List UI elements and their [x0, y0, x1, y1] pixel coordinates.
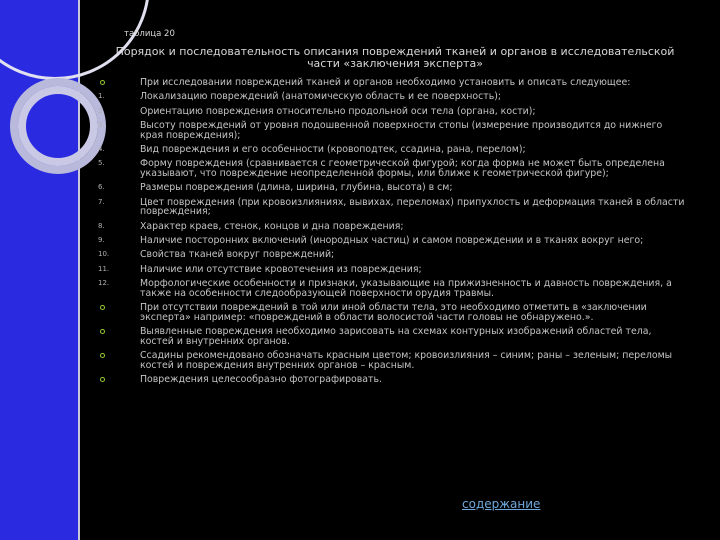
list-item-number: 9.: [98, 236, 105, 245]
list-item-number: 3.: [98, 120, 105, 129]
list-item-text: Высоту повреждений от уровня подошвенной поверхности стопы (измерение производится до нижнего края повреждения);: [140, 119, 663, 141]
list-item: [98, 145, 688, 155]
content-list: [98, 78, 688, 390]
bullet-circle-icon: [100, 80, 105, 85]
list-item: [98, 92, 688, 102]
list-item: [98, 107, 688, 117]
list-item: [98, 375, 688, 385]
list-item-text: При исследовании повреждений тканей и органов необходимо установить и описать следующее:: [140, 77, 631, 88]
list-item-text: Свойства тканей вокруг повреждений;: [140, 249, 335, 261]
list-item-number: 1.: [98, 92, 105, 101]
list-item-number: 2.: [98, 106, 105, 115]
list-item-text: Цвет повреждения (при кровоизлияниях, вывихах, переломах) припухлость и деформация тканей в области повреждения;: [140, 196, 685, 218]
list-item-text: Форму повреждения (сравнивается с геометрической фигурой; когда форма не может быть определена указывают, что повреждение неопределенной формы, или ближе к геометрической фигуре);: [140, 158, 665, 180]
list-item: [98, 222, 688, 232]
slide-title: [100, 46, 690, 70]
list-item: [98, 159, 688, 179]
list-item: [98, 265, 688, 275]
list-item-text: При отсутствии повреждений в той или иной области тела, это необходимо отметить в «заключении эксперта» например: «повреждений в области волосистой части головы не обнаружено.».: [140, 302, 647, 323]
table-label: таблица 20: [124, 29, 175, 39]
title-line-1: Порядок и последовательность описания повреждений тканей и органов в исследовательской: [115, 45, 675, 58]
list-item: [98, 236, 688, 246]
bullet-circle-icon: [100, 305, 105, 310]
list-item-text: Ориентацию повреждения относительно продольной оси тела (органа, кости);: [140, 105, 536, 117]
list-item: [98, 198, 688, 218]
list-item-number: 8.: [98, 221, 105, 230]
list-item-text: Локализацию повреждений (анатомическую область и ее поверхность);: [140, 91, 502, 103]
list-item-text: Выявленные повреждения необходимо зарисовать на схемах контурных изображений областей тела, костей и внутренних органов.: [140, 326, 652, 347]
list-item-number: 10.: [98, 250, 110, 259]
list-item-text: Наличие посторонних включений (инородных частиц) и самом повреждении и в тканях вокруг него;: [140, 235, 644, 247]
list-item: [98, 327, 688, 347]
list-item-number: 11.: [98, 264, 110, 273]
bullet-circle-icon: [100, 329, 105, 334]
list-item-text: Морфологические особенности и признаки, указывающие на прижизненность и давность повреждения, а также на особенности следообразующей поверхности орудия травмы.: [140, 277, 672, 299]
list-item-number: 7.: [98, 197, 105, 206]
list-item-text: Вид повреждения и его особенности (кровоподтек, ссадина, рана, перелом);: [140, 143, 526, 155]
list-item-text: Наличие или отсутствие кровотечения из повреждения;: [140, 263, 422, 275]
list-item: [98, 279, 688, 299]
list-item: [98, 121, 688, 141]
list-item: [98, 351, 688, 371]
bullet-circle-icon: [100, 353, 105, 358]
list-item: [98, 303, 688, 323]
list-item-text: Ссадины рекомендовано обозначать красным цветом; кровоизлияния – синим; раны – зеленым; переломы костей и повреждения внутренних органов – красным.: [140, 350, 673, 372]
list-item-number: 6.: [98, 183, 105, 192]
list-item: [98, 183, 688, 193]
decorative-ring-icon: [18, 86, 98, 166]
list-item-number: 12.: [98, 278, 110, 287]
list-item: [98, 78, 688, 88]
contents-link[interactable]: содержание: [462, 497, 541, 511]
list-item-text: Повреждения целесообразно фотографировать.: [140, 374, 383, 386]
bullet-circle-icon: [100, 377, 105, 382]
list-item-text: Характер краев, стенок, концов и дна повреждения;: [140, 220, 404, 232]
side-panel-border: [78, 0, 80, 540]
list-item: [98, 250, 688, 260]
title-line-2: части «заключения эксперта»: [307, 57, 483, 70]
list-item-number: 4.: [98, 144, 105, 153]
list-item-number: 5.: [98, 159, 105, 168]
list-item-text: Размеры повреждения (длина, ширина, глубина, высота) в см;: [140, 182, 453, 194]
